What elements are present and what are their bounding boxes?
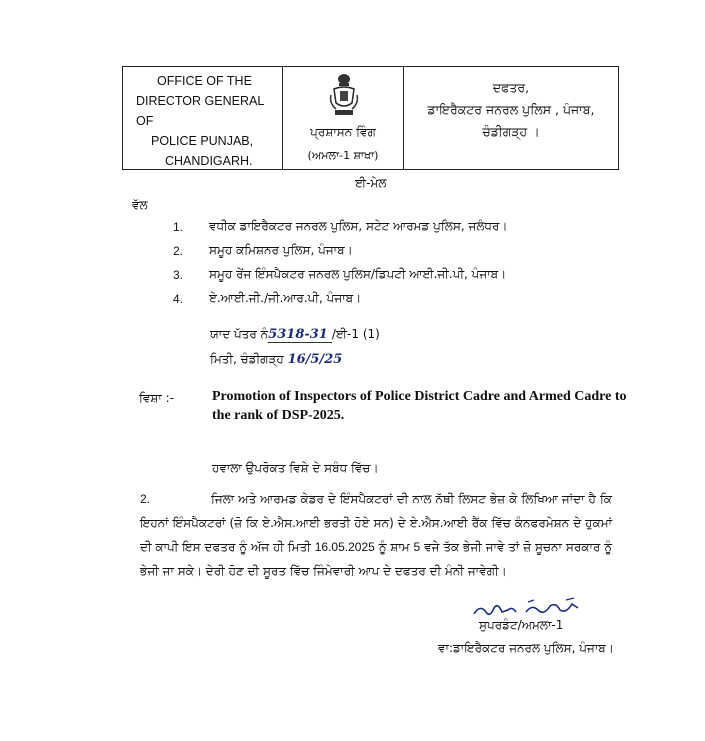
letterhead-punjabi-line: ਡਾਇਰੈਕਟਰ ਜਨਰਲ ਪੁਲਿਸ , ਪੰਜਾਬ,	[427, 102, 595, 117]
branch-name: (ਅਮਲਾ-1 ਸ਼ਾਖਾ)	[307, 149, 379, 162]
paragraph-text-b: ਨੂੰ ਸ਼ਾਮ	[378, 540, 410, 554]
letterhead-english-line: DIRECTOR GENERAL OF	[136, 94, 264, 128]
recipient-number: 2.	[173, 244, 184, 258]
letterhead-english-line: POLICE PUNJAB,	[151, 134, 254, 148]
letterhead-punjabi-line: ਦਫਤਰ,	[492, 80, 530, 95]
memo-ref-suffix: /ਈ-1 (1)	[331, 327, 380, 341]
memo-date	[210, 352, 342, 367]
letterhead-table	[122, 66, 619, 170]
paragraph-number: 2.	[140, 492, 151, 506]
paragraph-date: 16.05.2025	[314, 540, 375, 554]
memo-reference	[210, 327, 380, 343]
letterhead-punjabi-line: ਚੰਡੀਗੜ੍ਹ ।	[482, 124, 540, 139]
subject-text: Promotion of Inspectors of Police District Cadre and Armed Cadre to the rank of DSP-2025.	[212, 389, 627, 423]
subject-label: ਵਿਸ਼ਾ :-	[139, 391, 174, 405]
recipient-text: ਵਧੀਕ ਡਾਇਰੈਕਟਰ ਜਨਰਲ ਪੁਲਿਸ, ਸਟੇਟ ਆਰਮਡ ਪੁਲਿਸ, ਜਲੰਧਰ।	[209, 219, 508, 233]
signatory-designation: ਸੁਪਰਡੰਟ/ਅਮਲਾ-1	[479, 618, 564, 632]
memo-date-value: 16/5/25	[287, 352, 343, 367]
recipient-text: ਏ.ਆਈ.ਜੀ./ਜੀ.ਆਰ.ਪੀ, ਪੰਜਾਬ।	[209, 291, 362, 305]
letterhead-english	[123, 67, 283, 169]
paragraph-body	[140, 487, 612, 583]
wing-name: ਪ੍ਰਸ਼ਾਸਨ ਵਿੰਗ	[310, 125, 376, 139]
to-label: ਵੱਲ	[132, 198, 148, 212]
letterhead-english-line: OFFICE OF THE	[157, 74, 252, 88]
recipient-text: ਸਮੂਹ ਰੇਂਜ ਇੰਸਪੈਕਟਰ ਜਨਰਲ ਪੁਲਿਸ/ਡਿਪਟੀ ਆਈ.ਜੀ.ਪੀ, ਪੰਜਾਬ।	[209, 267, 507, 281]
recipient-number: 4.	[173, 292, 184, 306]
recipient-number: 3.	[173, 268, 184, 282]
memo-ref-number: 5318-31	[268, 327, 332, 343]
signatory-office: ਵਾ:ਡਾਇਰੈਕਟਰ ਜਨਰਲ ਪੁਲਿਸ, ਪੰਜਾਬ।	[438, 641, 614, 655]
memo-date-prefix: ਮਿਤੀ, ਚੰਡੀਗੜ੍ਹ	[210, 352, 284, 366]
paragraph-time: 5	[413, 540, 421, 554]
reference-line: ਹਵਾਲਾ ਉਪਰੋਕਤ ਵਿਸ਼ੇ ਦੇ ਸਬੰਧ ਵਿੱਚ।	[212, 461, 379, 475]
recipient-text: ਸਮੂਹ ਕਮਿਸ਼ਨਰ ਪੁਲਿਸ, ਪੰਜਾਬ।	[209, 243, 353, 257]
paragraph-text-a: ਜਿਲਾ ਅਤੇ ਆਰਮਡ ਕੇਡਰ ਦੇ ਇੰਸਪੈਕਟਰਾਂ ਦੀ ਨਾਲ ਨੱਥੀ ਲਿਸਟ ਭੇਜ਼ ਕੇ ਲਿਖਿਆ ਜਾਂਦਾ ਹੈ ਕਿ ਇਹਨਾਂ ਇੰਸਪੈਕਟਰਾਂ (ਜ਼ੋ ਕਿ ਏ.ਐਸ.ਆਈ ਭਰਤੀ ਹੋਏ ਸਨ) ਦੇ ਏ.ਐਸ.ਆਈ ਰੈਂਕ ਵਿੱਚ ਕੰਨਫਰਮੇਸ਼ਨ ਦੇ ਹੁਕਮਾਂ ਦੀ ਕਾਪੀ ਇਸ ਦਫਤਰ ਨੂੰ ਅੱਜ ਹੀ ਮਿਤੀ	[140, 492, 612, 554]
memo-ref-prefix: ਯਾਦ ਪੱਤਰ ਨੰ	[210, 327, 269, 341]
paragraph-text-c: ਵਜੇ ਤੱਕ ਭੇਜੀ ਜਾਵੇ ਤਾਂ ਜ਼ੋ ਸੂਚਨਾ ਸਰਕਾਰ ਨੂੰ ਭੇਜੀ ਜਾ ਸਕੇ। ਦੇਰੀ ਹੋਣ ਦੀ ਸੂਰਤ ਵਿੱਚ ਜਿੰਮੇਵਾਰੀ ਆਪ ਦੇ ਦਫਤਰ ਦੀ ਮੰਨੀ ਜਾਵੇਗੀ।	[140, 540, 612, 578]
police-emblem-icon	[328, 73, 360, 117]
letterhead-english-line: CHANDIGARH.	[165, 154, 253, 168]
letterhead-emblem-cell	[283, 67, 404, 169]
recipient-number: 1.	[173, 220, 184, 234]
document-type: ਈ-ਮੇਲ	[355, 176, 387, 190]
letterhead-punjabi	[404, 67, 618, 169]
